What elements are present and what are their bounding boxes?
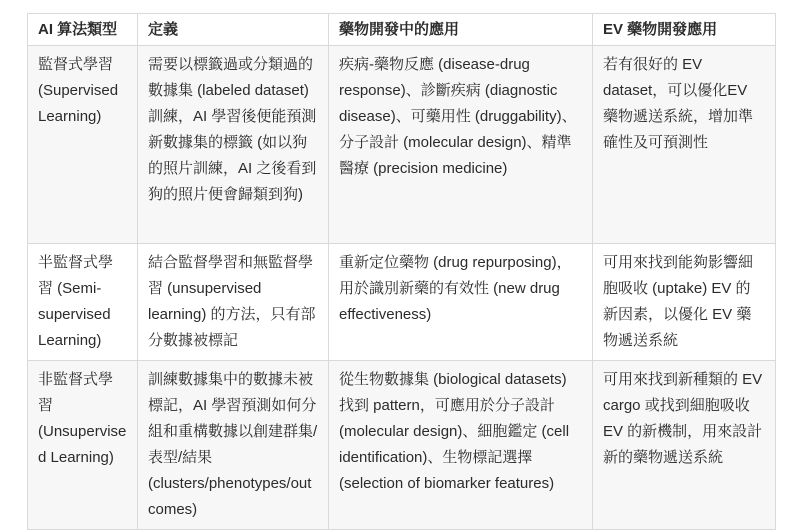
ai-algorithm-table-container [27,13,776,530]
column-header-ai-algorithm-type: AI 算法類型 [28,14,138,46]
cell-definition: 結合監督學習和無監督學習 (unsupervised learning) 的方法，只有部分數據被標記 [138,244,329,361]
cell-drug-application: 重新定位藥物 (drug repurposing)，用於識別新藥的有效性 (new drug effectiveness) [329,244,593,361]
column-header-drug-development-application: 藥物開發中的應用 [329,14,593,46]
cell-algorithm-type: 非監督式學習 (Unsupervised Learning) [28,361,138,530]
table-header-row [28,14,776,46]
cell-algorithm-type: 監督式學習 (Supervised Learning) [28,46,138,244]
cell-algorithm-type: 半監督式學習 (Semi-supervised Learning) [28,244,138,361]
cell-ev-application: 可用來找到新種類的 EV cargo 或找到細胞吸收 EV 的新機制，用來設計新的藥物遞送系統 [593,361,776,530]
cell-ev-application: 若有很好的 EV dataset，可以優化EV 藥物遞送系統，增加準確性及可預測性 [593,46,776,244]
ai-algorithm-table [27,13,776,530]
cell-drug-application: 疾病-藥物反應 (disease-drug response)、診斷疾病 (diagnostic disease)、可藥用性 (druggability)、分子設計 (molecular design)、精準醫療 (precision medicine) [329,46,593,244]
cell-definition: 需要以標籤過或分類過的數據集 (labeled dataset) 訓練，AI 學習後便能預測新數據集的標籤 (如以狗的照片訓練，AI 之後看到狗的照片便會歸類到狗) [138,46,329,244]
column-header-definition: 定義 [138,14,329,46]
table-row-semi-supervised-learning [28,244,776,361]
table-row-unsupervised-learning [28,361,776,530]
cell-definition: 訓練數據集中的數據未被標記，AI 學習預測如何分組和重構數據以創建群集/表型/結果 (clusters/phenotypes/outcomes) [138,361,329,530]
cell-ev-application: 可用來找到能夠影響細胞吸收 (uptake) EV 的新因素，以優化 EV 藥物遞送系統 [593,244,776,361]
column-header-ev-drug-development-application: EV 藥物開發應用 [593,14,776,46]
cell-drug-application: 從生物數據集 (biological datasets) 找到 pattern，可應用於分子設計 (molecular design)、細胞鑑定 (cell identification)、生物標記選擇 (selection of biomarker features) [329,361,593,530]
table-row-supervised-learning [28,46,776,244]
